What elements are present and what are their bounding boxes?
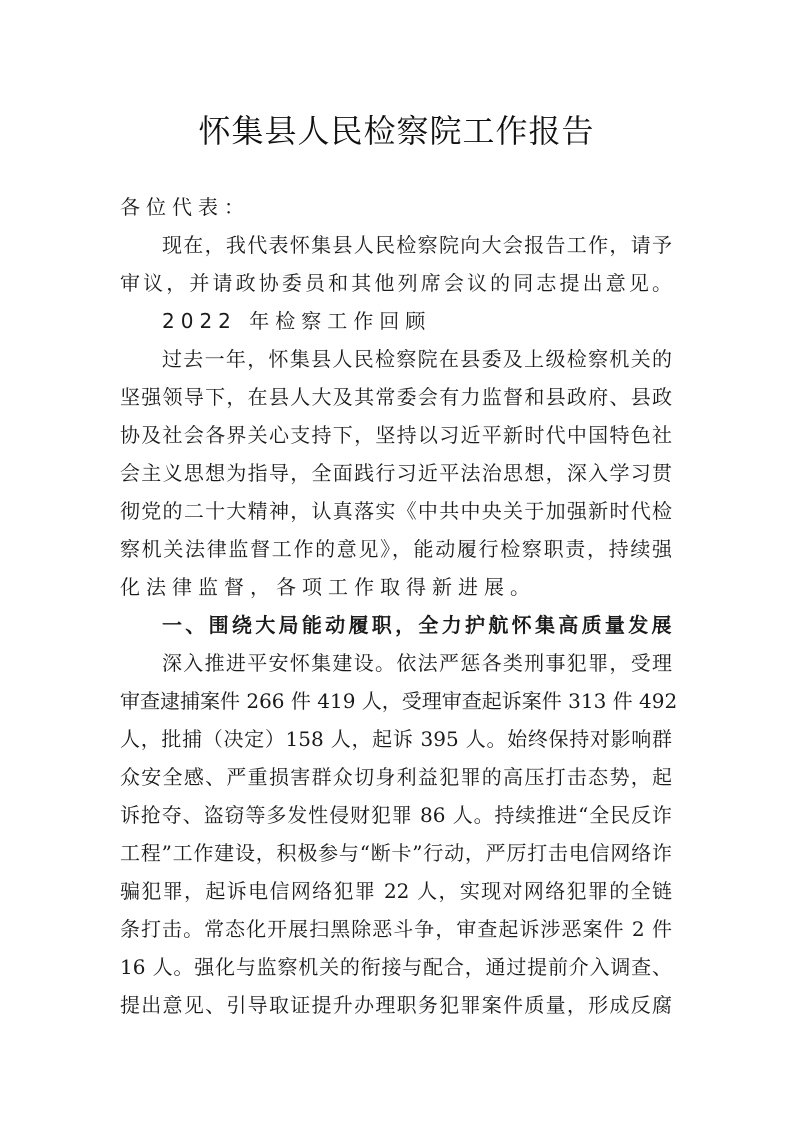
paragraph-line: 协及社会各界关心支持下，坚持以习近平新时代中国特色社 (120, 423, 672, 447)
paragraph-line: 深入推进平安怀集建设。依法严惩各类刑事犯罪，受理 (162, 651, 672, 675)
paragraph-line: 诉抢夺、盗窃等多发性侵财犯罪 86 人。持续推进“全民反诈 (120, 803, 672, 827)
paragraph-line: 众安全感、严重损害群众切身利益犯罪的高压打击态势，起 (120, 765, 672, 789)
paragraph-line: 16 人。强化与监察机关的衔接与配合，通过提前介入调查、 (120, 955, 672, 979)
paragraph-line: 现在，我代表怀集县人民检察院向大会报告工作，请予 (162, 233, 672, 257)
document-title: 怀集县人民检察院工作报告 (198, 112, 595, 150)
paragraph-line: 工程”工作建设，积极参与“断卡”行动，严厉打击电信网络诈 (120, 841, 672, 865)
paragraph-line: 察机关法律监督工作的意见》，能动履行检察职责，持续强 (120, 537, 672, 561)
paragraph-line: 审议，并请政协委员和其他列席会议的同志提出意见。 (120, 271, 672, 295)
paragraph-line: 过去一年，怀集县人民检察院在县委及上级检察机关的 (162, 347, 672, 371)
paragraph-line: 化法律监督，各项工作取得新进展。 (120, 575, 536, 599)
section-heading: 一、围绕大局能动履职，全力护航怀集高质量发展 (162, 613, 672, 637)
section-subheading: 2022 年检察工作回顾 (162, 309, 432, 333)
paragraph-line: 提出意见、引导取证提升办理职务犯罪案件质量，形成反腐 (120, 993, 672, 1017)
paragraph-line: 骗犯罪，起诉电信网络犯罪 22 人，实现对网络犯罪的全链 (120, 879, 672, 903)
paragraph-line: 审查逮捕案件 266 件 419 人，受理审查起诉案件 313 件 492 (120, 689, 678, 713)
paragraph-line: 条打击。常态化开展扫黑除恶斗争，审查起诉涉恶案件 2 件 (120, 917, 672, 941)
paragraph-line: 坚强领导下，在县人大及其常委会有力监督和县政府、县政 (120, 385, 672, 409)
paragraph-line: 人，批捕（决定）158 人，起诉 395 人。始终保持对影响群 (120, 727, 672, 751)
paragraph-line: 彻党的二十大精神，认真落实《中共中央关于加强新时代检 (120, 499, 672, 523)
salutation: 各位代表： (120, 195, 250, 219)
paragraph-line: 会主义思想为指导，全面践行习近平法治思想，深入学习贯 (120, 461, 672, 485)
